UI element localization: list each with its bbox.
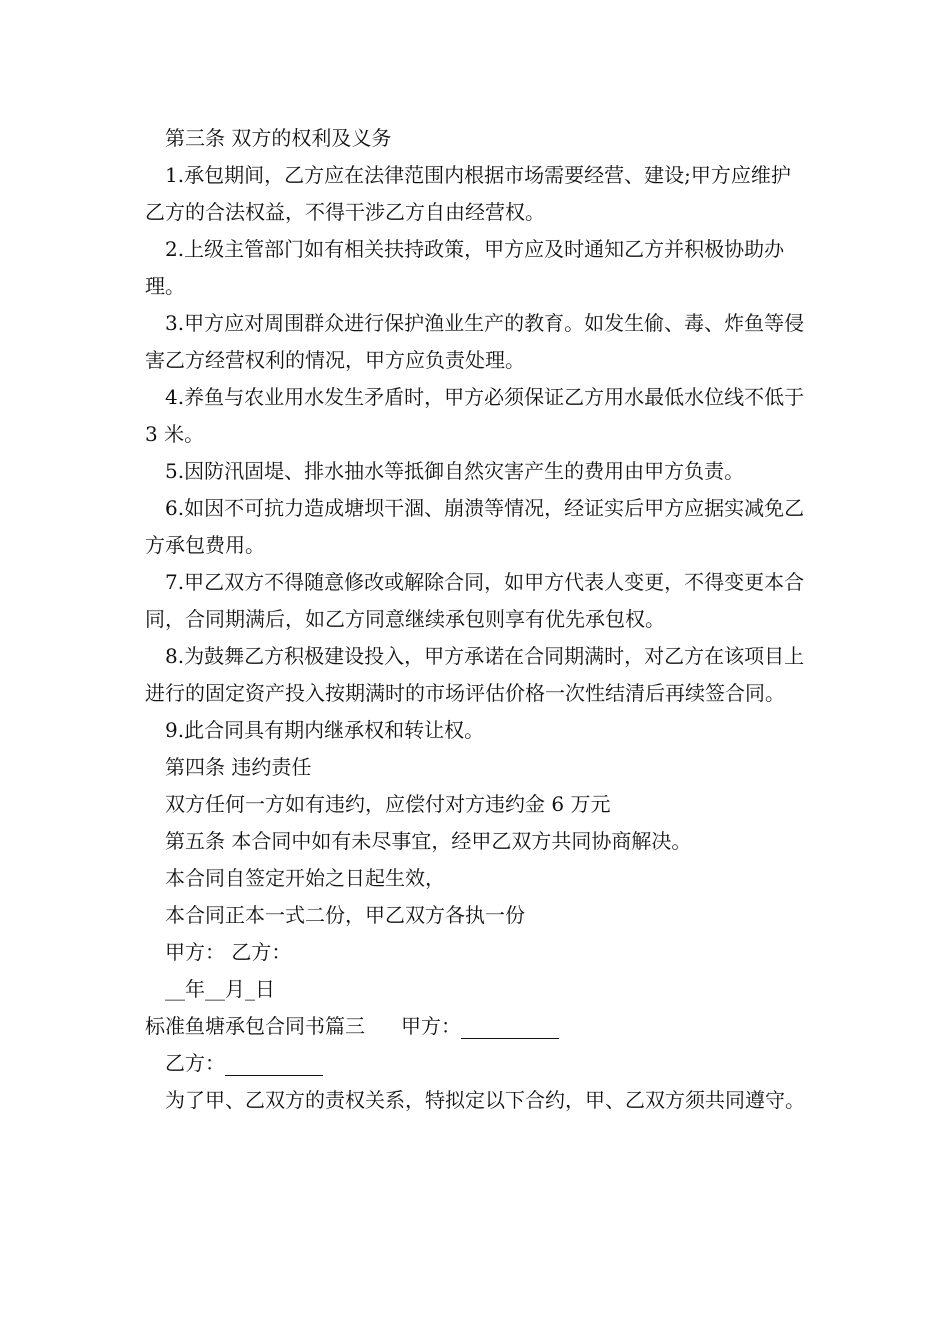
party-b-label: 乙方： [165,1051,225,1075]
clause-9: 9.此合同具有期内继承权和转让权。 [165,718,485,742]
article-4-heading: 第四条 违约责任 [165,755,312,779]
effective-date-text: 本合同自签定开始之日起生效， [165,866,445,890]
document-body [145,120,810,1119]
signature-date: __年__月_日 [165,977,275,1001]
clause-3: 3.甲方应对周围群众进行保护渔业生产的教育。如发生偷、毒、炸鱼等侵害乙方经营权利的情况，甲方应负责处理。 [145,311,805,372]
party-b-blank [225,1053,323,1076]
signature-parties: 甲方： 乙方： [165,940,292,964]
party-a-blank [461,1016,559,1039]
clause-1: 1.承包期间，乙方应在法律范围内根据市场需要经营、建设;甲方应维护乙方的合法权益，不得干涉乙方自由经营权。 [145,163,791,224]
copies-text: 本合同正本一式二份，甲乙双方各执一份 [165,903,525,927]
article-3-heading: 第三条 双方的权利及义务 [165,126,392,150]
clause-2: 2.上级主管部门如有相关扶持政策，甲方应及时通知乙方并积极协助办理。 [145,237,785,298]
party-b-line [145,1045,810,1082]
breach-penalty-text: 双方任何一方如有违约，应偿付对方违约金 6 万元 [165,792,611,816]
clause-6: 6.如因不可抗力造成塘坝干涸、崩溃等情况，经证实后甲方应据实减免乙方承包费用。 [145,496,805,557]
clause-8: 8.为鼓舞乙方积极建设投入，甲方承诺在合同期满时，对乙方在该项目上进行的固定资产投入按期满时的市场评估价格一次性结清后再续签合同。 [145,644,805,705]
closing-paragraph: 为了甲、乙双方的责权关系，特拟定以下合约，甲、乙双方须共同遵守。 [165,1088,805,1112]
article-5-text: 第五条 本合同中如有未尽事宜，经甲乙双方共同协商解决。 [165,829,692,853]
section-heading-line [145,1008,810,1045]
party-a-label: 甲方： [401,1014,461,1038]
section-title: 标准鱼塘承包合同书篇三 [145,1014,365,1038]
clause-4: 4.养鱼与农业用水发生矛盾时，甲方必须保证乙方用水最低水位线不低于 3 米。 [145,385,805,446]
clause-7: 7.甲乙双方不得随意修改或解除合同，如甲方代表人变更，不得变更本合同，合同期满后，如乙方同意继续承包则享有优先承包权。 [145,570,805,631]
clause-5: 5.因防汛固堤、排水抽水等抵御自然灾害产生的费用由甲方负责。 [165,459,745,483]
